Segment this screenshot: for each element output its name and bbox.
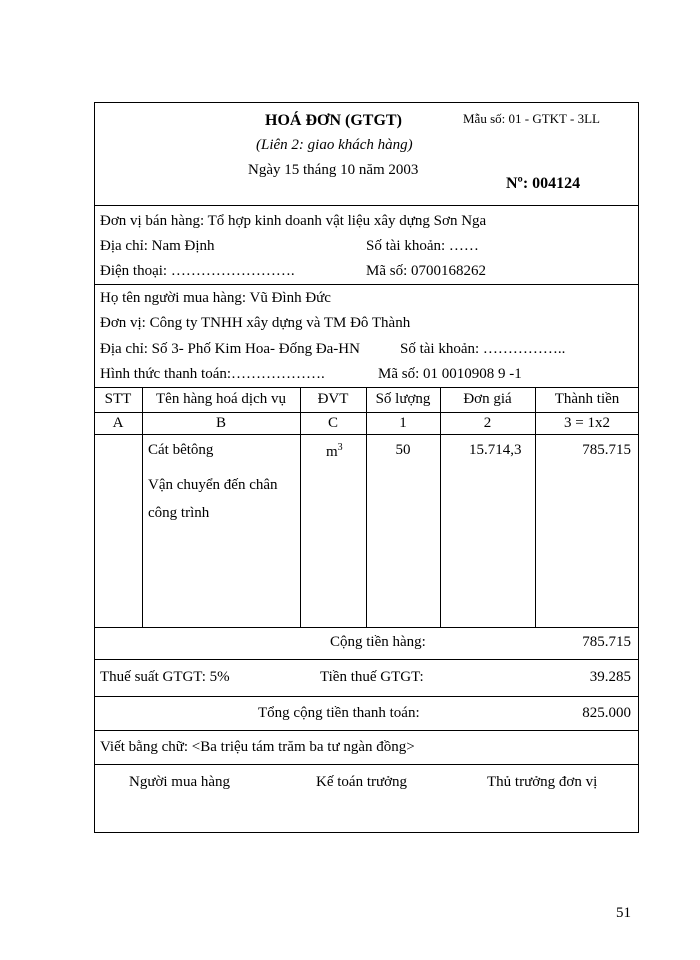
row-amount: 785.715: [582, 442, 631, 458]
signature-accountant: Kế toán trưởng: [316, 774, 408, 790]
copy-note: (Liên 2: giao khách hàng): [256, 137, 413, 153]
page-number: 51: [616, 905, 631, 921]
total-value: 825.000: [582, 705, 631, 721]
header-item-name: Tên hàng hoá dịch vụ: [156, 391, 286, 407]
buyer-unit: Đơn vị: Công ty TNHH xây dựng và TM Đô Thành: [100, 315, 411, 331]
code-3: 3 = 1x2: [564, 415, 610, 431]
seller-address: Địa chỉ: Nam Định: [100, 238, 215, 254]
divider-words: [94, 764, 639, 765]
invoice-title: HOÁ ĐƠN (GTGT): [265, 112, 402, 129]
form-code: Mẫu số: 01 - GTKT - 3LL: [463, 111, 600, 126]
signature-director: Thủ trưởng đơn vị: [487, 774, 598, 790]
header-quantity: Số lượng: [375, 391, 431, 407]
unit-text: m: [326, 444, 338, 460]
item-1: Cát bêtông: [148, 442, 214, 458]
invoice-number: Nº: 004124: [506, 175, 581, 192]
item-2-line-1: Vận chuyển đến chân: [148, 477, 278, 493]
code-1: 1: [399, 415, 407, 431]
header-price: Đơn giá: [463, 391, 512, 407]
seller-account: Số tài khoản: ……: [366, 238, 479, 254]
header-amount: Thành tiền: [554, 391, 620, 407]
signature-buyer: Người mua hàng: [129, 774, 231, 790]
buyer-address: Địa chỉ: Số 3- Phố Kim Hoa- Đống Đa-HN: [100, 341, 360, 357]
amount-in-words: Viết bằng chữ: <Ba triệu tám trăm ba tư ngàn đồng>: [100, 739, 415, 755]
row-unit: [326, 442, 343, 461]
payment-method: Hình thức thanh toán:……………….: [100, 366, 325, 382]
code-c: C: [327, 415, 338, 431]
seller-phone: Điện thoại: …………………….: [100, 263, 295, 279]
divider-subtotal: [94, 659, 639, 660]
vat-rate: Thuế suất GTGT: 5%: [100, 669, 230, 685]
seller-tax-code: Mã số: 0700168262: [366, 263, 486, 279]
header-unit: ĐVT: [317, 391, 349, 407]
buyer-account: Số tài khoản: ……………..: [400, 341, 566, 357]
vat-value: 39.285: [589, 669, 631, 685]
total-label: Tổng cộng tiền thanh toán:: [258, 705, 420, 721]
buyer-name: Họ tên người mua hàng: Vũ Đình Đức: [100, 290, 331, 306]
divider-seller: [94, 284, 639, 285]
code-2: 2: [483, 415, 492, 431]
divider-table-end: [94, 627, 639, 628]
divider-vat: [94, 696, 639, 697]
divider-total: [94, 730, 639, 731]
code-a: A: [112, 415, 124, 431]
seller-unit: Đơn vị bán hàng: Tổ hợp kinh doanh vật liệu xây dựng Sơn Nga: [100, 213, 487, 229]
row-quantity: 50: [395, 442, 411, 458]
item-2-line-2: công trình: [148, 505, 210, 521]
subtotal-label: Cộng tiền hàng:: [330, 634, 426, 650]
divider-header: [94, 205, 639, 206]
code-b: B: [215, 415, 226, 431]
subtotal-value: 785.715: [582, 634, 631, 650]
header-stt: STT: [104, 391, 132, 407]
unit-superscript: 3: [337, 442, 343, 453]
row-price: 15.714,3: [469, 442, 522, 458]
buyer-tax-code: Mã số: 01 0010908 9 -1: [378, 366, 522, 382]
vat-label: Tiền thuế GTGT:: [320, 669, 424, 685]
invoice-date: Ngày 15 tháng 10 năm 2003: [248, 162, 419, 178]
